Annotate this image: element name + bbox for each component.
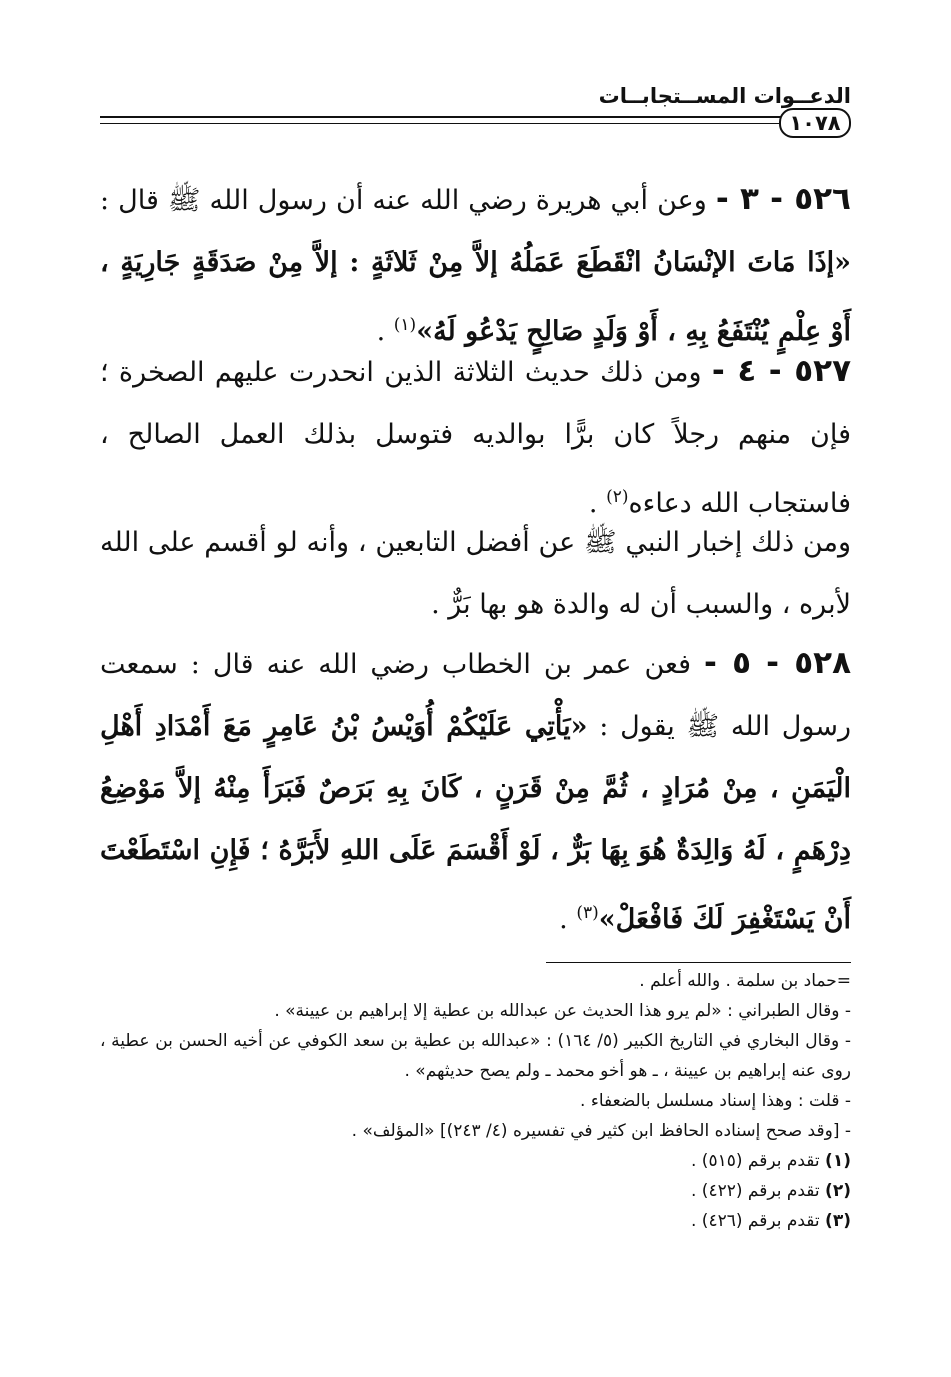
footnote-line: - قلت : وهذا إسناد مسلسل بالضعفاء . — [580, 1091, 851, 1111]
footnote-continuation: =حماد بن سلمة . والله أعلم . — [639, 971, 851, 991]
paragraph-text: ومن ذلك حديث الثلاثة الذين انحدرت عليهم الصخرة ؛ فإن منهم رجلاً كان برًّا بوالديه فتوسل بذلك العمل الصالح ، فاستجاب الله دعاءه — [100, 357, 851, 519]
hadith-paragraph-526 — [100, 168, 851, 363]
footnote-line: - وقال البخاري في التاريخ الكبير (٥/ ١٦٤) : «عبدالله بن عطية بن سعد الكوفي عن أخيه الحسن بن عطية ، روى عنه إبراهيم بن عيينة ، ـ هو أخو محمد ـ ولم يصح حديثهم» . — [100, 1031, 851, 1081]
header-rule-thick — [100, 116, 811, 118]
hadith-intro: فعن عمر بن الخطاب رضي الله عنه قال : سمعت رسول الله ﷺ يقول : — [100, 649, 851, 742]
footnote-text: تقدم برقم (٤٢٢) . — [691, 1181, 820, 1201]
hadith-text: «إذَا مَاتَ الإنْسَانُ انْقَطَعَ عَمَلُهُ إلاَّ مِنْ ثَلاثَةٍ : إلاَّ مِنْ صَدَقَةٍ جَارِيَةٍ ، أَوْ عِلْمٍ يُنْتَفَعُ بِهِ ، أَوْ وَلَدٍ صَالِحٍ يَدْعُو لَهُ» — [100, 247, 851, 347]
hadith-paragraph-528 — [100, 632, 851, 951]
footnote-number: (١) — [825, 1151, 851, 1171]
footnote-3 — [100, 1206, 851, 1236]
hadith-number: ٥٢٨ - ٥ - — [703, 645, 852, 681]
footnote-separator — [546, 962, 851, 963]
footnote-line: - [وقد صحح إسناده الحافظ ابن كثير في تفسيره (٤/ ٢٤٣)] «المؤلف» . — [351, 1121, 851, 1141]
running-header-title: الدعــوات المســتجابــات — [598, 84, 851, 108]
sentence-end: . — [376, 316, 394, 347]
footnote-line: - وقال الطبراني : «لم يرو هذا الحديث عن عبدالله بن عطية إلا إبراهيم بن عيينة» . — [274, 1001, 851, 1021]
hadith-number: ٥٢٦ - ٣ - — [715, 181, 851, 217]
hadith-number: ٥٢٧ - ٤ - — [711, 353, 851, 389]
footnotes — [100, 966, 851, 1236]
footnote-text: تقدم برقم (٤٢٦) . — [691, 1211, 820, 1231]
footnote-1 — [100, 1146, 851, 1176]
hadith-intro: وعن أبي هريرة رضي الله عنه أن رسول الله ﷺ قال : — [100, 185, 707, 216]
footnote-number: (٢) — [825, 1181, 851, 1201]
header-rule-thin — [100, 123, 811, 124]
hadith-paragraph-527 — [100, 340, 851, 535]
commentary-paragraph — [100, 512, 851, 636]
paragraph-text: ومن ذلك إخبار النبي ﷺ عن أفضل التابعين ، وأنه لو أقسم على الله لأبره ، والسبب أن له والدة هو بها بَرٌّ . — [100, 527, 851, 620]
sentence-end: . — [559, 904, 577, 935]
footnote-2 — [100, 1176, 851, 1206]
hadith-text: «يَأْتِي عَلَيْكُمْ أُوَيْسُ بْنُ عَامِرٍ مَعَ أَمْدَادِ أَهْلِ الْيَمَنِ ، مِنْ مُرَادٍ ، ثُمَّ مِنْ قَرَنٍ ، كَانَ بِهِ بَرَصٌ فَبَرَأَ مِنْهُ إلاَّ مَوْضِعُ دِرْهَمٍ ، لَهُ وَالِدَةٌ هُوَ بِهَا بَرٌّ ، لَوْ أَقْسَمَ عَلَى اللهِ لأَبَرَّهُ ؛ فَإِنِ اسْتَطَعْتَ أَنْ يَسْتَغْفِرَ لَكَ فَافْعَلْ» — [100, 711, 851, 935]
sentence-end: . — [588, 488, 607, 519]
footnote-text: تقدم برقم (٥١٥) . — [691, 1151, 820, 1171]
footnote-ref: (٢) — [606, 487, 629, 507]
page-number-badge: ١٠٧٨ — [779, 108, 851, 138]
footnote-number: (٣) — [825, 1211, 851, 1231]
footnote-ref: (١) — [393, 315, 417, 335]
footnote-ref: (٣) — [576, 903, 599, 923]
